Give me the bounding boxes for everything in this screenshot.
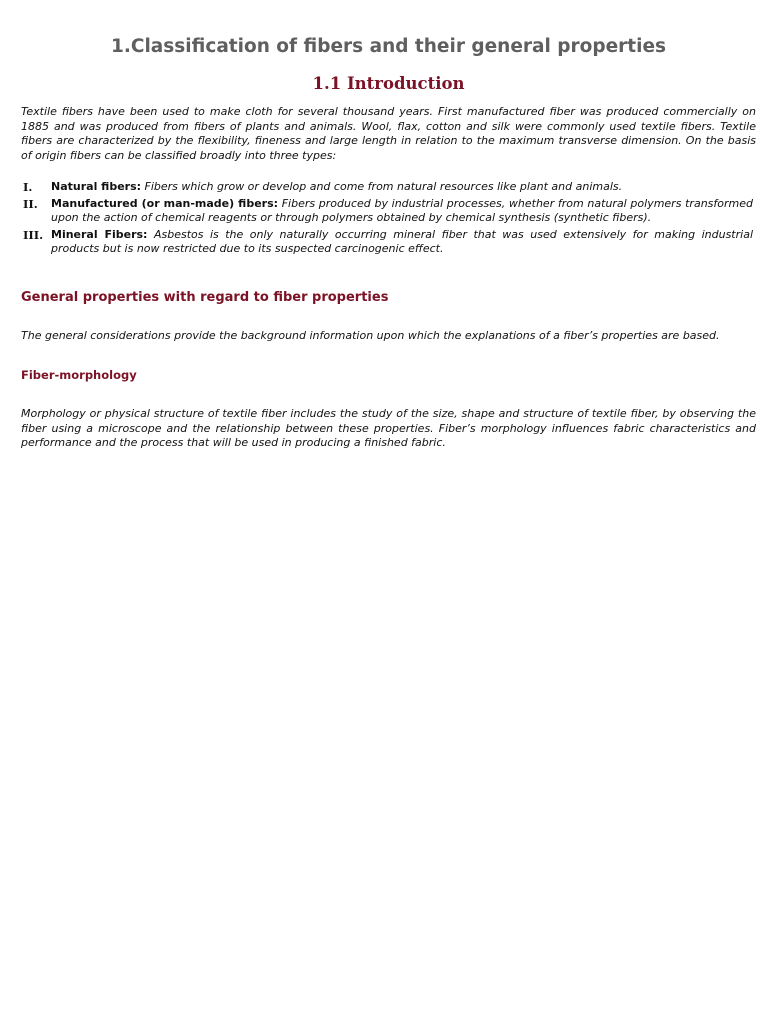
fiber-type-description: Asbestos is the only naturally occurring mineral fiber that was used extensively for making industrial products but is now restricted due to its suspected carcinogenic effect.: [51, 227, 753, 255]
list-item: [21, 228, 756, 257]
fiber-morphology-heading: Fiber-morphology: [21, 368, 137, 382]
list-numeral: III.: [23, 227, 44, 242]
list-item: [21, 180, 756, 195]
list-numeral: I.: [23, 180, 33, 194]
general-properties-paragraph: The general considerations provide the background information upon which the explanations of a fiber’s properties are based.: [21, 329, 720, 342]
fiber-type-description: Fibers which grow or develop and come from natural resources like plant and animals.: [144, 180, 623, 193]
fiber-type-term: Manufactured (or man-made) fibers:: [51, 196, 279, 210]
fiber-types-list: [21, 180, 756, 259]
list-item-body: [51, 180, 756, 195]
intro-paragraph: Textile fibers have been used to make cloth for several thousand years. First manufactured fiber was produced commercially on 1885 and was produced from fibers of plants and animals. Wool, flax, cotton and silk were commonly used textile fibers. Textile fibers are characterized by the flexibility, fineness and large length in relation to the maximum transverse dimension. On the basis of origin fibers can be classified broadly into three types:: [21, 105, 756, 162]
section-title: 1.1 Introduction: [312, 74, 465, 93]
list-item: [21, 197, 756, 226]
list-item-body: [51, 228, 756, 257]
fiber-type-term: Mineral Fibers:: [51, 227, 148, 241]
fiber-type-description: Fibers produced by industrial processes, whether from natural polymers transformed upon the action of chemical reagents or through polymers obtained by chemical synthesis (synthetic fibers).: [51, 196, 753, 224]
page-title: 1.Classification of fibers and their general properties: [110, 36, 667, 57]
general-properties-heading: General properties with regard to fiber properties: [21, 290, 389, 305]
list-item-body: [51, 197, 756, 226]
fiber-type-term: Natural fibers:: [51, 180, 142, 193]
fiber-morphology-paragraph: Morphology or physical structure of textile fiber includes the study of the size, shape and structure of textile fiber, by observing the fiber using a microscope and the relationship between these properties. Fiber’s morphology influences fabric characteristics and performance and the process that will be used in producing a finished fabric.: [21, 407, 756, 449]
list-numeral: II.: [23, 196, 38, 211]
